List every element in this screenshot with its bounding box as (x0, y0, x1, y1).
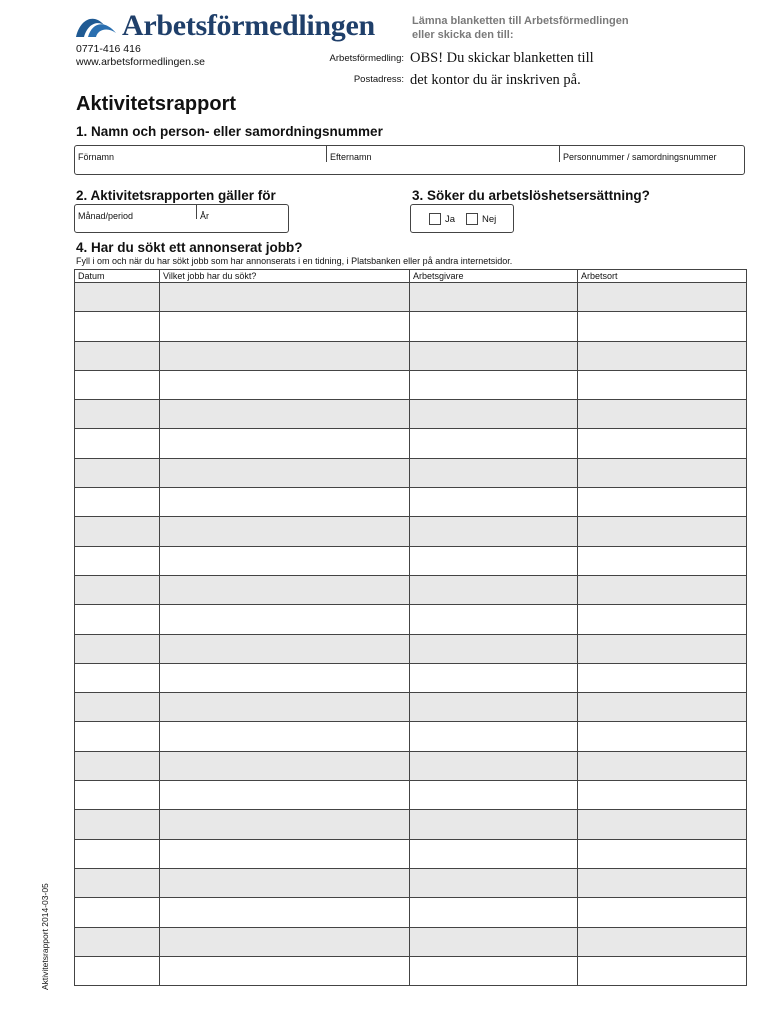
location-cell (578, 517, 747, 546)
employer-cell (410, 722, 578, 751)
phone-number: 0771-416 416 (76, 43, 141, 55)
job-cell (160, 488, 410, 517)
date-input[interactable] (75, 869, 159, 897)
employer-cell (410, 400, 578, 429)
location-input[interactable] (578, 459, 746, 487)
employer-cell (410, 488, 578, 517)
date-cell (75, 400, 160, 429)
label-postadress: Postadress: (353, 74, 404, 85)
table-row (75, 927, 747, 956)
date-input[interactable] (75, 283, 159, 311)
location-input[interactable] (578, 693, 746, 721)
location-input[interactable] (578, 752, 746, 780)
checkbox-ja[interactable] (429, 213, 455, 225)
date-cell (75, 751, 160, 780)
table-row (75, 400, 747, 429)
year-field[interactable] (197, 205, 287, 219)
job-input[interactable] (160, 400, 409, 428)
location-cell (578, 781, 747, 810)
location-cell (578, 722, 747, 751)
employer-input[interactable] (410, 693, 577, 721)
location-input[interactable] (578, 957, 746, 985)
first-name-label: Förnamn (78, 152, 115, 162)
table-row (75, 312, 747, 341)
location-cell (578, 605, 747, 634)
employer-input[interactable] (410, 517, 577, 545)
table-row (75, 429, 747, 458)
personal-number-field[interactable] (560, 146, 745, 162)
date-input[interactable] (75, 693, 159, 721)
location-input[interactable] (578, 283, 746, 311)
employer-input[interactable] (410, 869, 577, 897)
employer-cell (410, 810, 578, 839)
date-input[interactable] (75, 957, 159, 985)
job-cell (160, 839, 410, 868)
employer-input[interactable] (410, 429, 577, 457)
send-to-line1: Lämna blanketten till Arbetsförmedlingen (412, 15, 629, 27)
employer-cell (410, 663, 578, 692)
job-cell (160, 810, 410, 839)
checkbox-nej-label: Nej (482, 213, 497, 225)
checkbox-ja-square[interactable] (429, 213, 441, 225)
date-cell (75, 810, 160, 839)
employer-cell (410, 341, 578, 370)
table-row (75, 370, 747, 399)
job-input[interactable] (160, 312, 409, 340)
date-input[interactable] (75, 664, 159, 692)
employer-cell (410, 605, 578, 634)
employer-cell (410, 458, 578, 487)
date-input[interactable] (75, 898, 159, 926)
job-cell (160, 575, 410, 604)
employer-cell (410, 370, 578, 399)
job-input[interactable] (160, 928, 409, 956)
column-header-datum: Datum (75, 270, 160, 283)
date-cell (75, 956, 160, 985)
employer-cell (410, 839, 578, 868)
table-body (75, 283, 747, 986)
checkbox-ja-label: Ja (445, 213, 456, 225)
date-cell (75, 663, 160, 692)
employer-input[interactable] (410, 957, 577, 985)
last-name-label: Efternamn (330, 152, 372, 162)
location-input[interactable] (578, 635, 746, 663)
location-cell (578, 575, 747, 604)
date-cell (75, 283, 160, 312)
location-input[interactable] (578, 810, 746, 838)
job-cell (160, 605, 410, 634)
date-input[interactable] (75, 635, 159, 663)
employer-input[interactable] (410, 898, 577, 926)
job-cell (160, 341, 410, 370)
table-row (75, 839, 747, 868)
table-row (75, 283, 747, 312)
location-input[interactable] (578, 400, 746, 428)
period-box (74, 204, 289, 233)
date-input[interactable] (75, 488, 159, 516)
employer-cell (410, 868, 578, 897)
job-input[interactable] (160, 576, 409, 604)
location-input[interactable] (578, 517, 746, 545)
location-input[interactable] (578, 869, 746, 897)
date-cell (75, 429, 160, 458)
job-cell (160, 312, 410, 341)
location-cell (578, 751, 747, 780)
job-input[interactable] (160, 429, 409, 457)
location-cell (578, 312, 747, 341)
date-cell (75, 370, 160, 399)
employer-input[interactable] (410, 635, 577, 663)
location-input[interactable] (578, 371, 746, 399)
job-cell (160, 956, 410, 985)
unemployment-benefit-box (410, 204, 514, 233)
send-to-line2: eller skicka den till: (412, 29, 514, 41)
location-input[interactable] (578, 781, 746, 809)
job-cell (160, 781, 410, 810)
employer-cell (410, 312, 578, 341)
date-input[interactable] (75, 722, 159, 750)
date-input[interactable] (75, 547, 159, 575)
table-row (75, 546, 747, 575)
date-cell (75, 927, 160, 956)
job-input[interactable] (160, 635, 409, 663)
send-to-instructions (412, 14, 662, 42)
location-cell (578, 868, 747, 897)
table-row (75, 517, 747, 546)
date-input[interactable] (75, 840, 159, 868)
job-cell (160, 634, 410, 663)
employer-input[interactable] (410, 810, 577, 838)
year-label: År (200, 211, 209, 221)
date-input[interactable] (75, 371, 159, 399)
date-input[interactable] (75, 810, 159, 838)
form-version-text: Aktivitetsrapport 2014-03-05 (40, 883, 50, 990)
table-row (75, 341, 747, 370)
table-row (75, 810, 747, 839)
job-cell (160, 927, 410, 956)
location-input[interactable] (578, 576, 746, 604)
location-cell (578, 400, 747, 429)
job-cell (160, 546, 410, 575)
job-input[interactable] (160, 547, 409, 575)
location-cell (578, 341, 747, 370)
label-arbetsformedling: Arbetsförmedling: (329, 53, 404, 64)
name-box (74, 145, 745, 175)
employer-cell (410, 898, 578, 927)
employer-input[interactable] (410, 342, 577, 370)
location-cell (578, 283, 747, 312)
table-row (75, 605, 747, 634)
location-cell (578, 956, 747, 985)
employer-cell (410, 517, 578, 546)
table-row (75, 663, 747, 692)
table-row (75, 693, 747, 722)
employer-input[interactable] (410, 840, 577, 868)
job-input[interactable] (160, 810, 409, 838)
date-cell (75, 575, 160, 604)
location-input[interactable] (578, 898, 746, 926)
table-header-row (75, 270, 747, 283)
employer-cell (410, 283, 578, 312)
location-input[interactable] (578, 342, 746, 370)
section2-title: 2. Aktivitetsrapporten gäller för (76, 188, 276, 203)
employer-input[interactable] (410, 371, 577, 399)
date-input[interactable] (75, 517, 159, 545)
job-cell (160, 517, 410, 546)
employer-cell (410, 751, 578, 780)
date-input[interactable] (75, 605, 159, 633)
location-input[interactable] (578, 928, 746, 956)
section3-title: 3. Söker du arbetslöshetsersättning? (412, 188, 650, 203)
job-input[interactable] (160, 517, 409, 545)
job-cell (160, 458, 410, 487)
location-cell (578, 898, 747, 927)
section4-subtitle: Fyll i om och när du har sökt jobb som har annonserats i en tidning, i Platsbanken eller på andra internetsidor. (76, 256, 513, 266)
section4-title: 4. Har du sökt ett annonserat jobb? (76, 240, 303, 255)
table-row (75, 898, 747, 927)
date-cell (75, 693, 160, 722)
employer-input[interactable] (410, 928, 577, 956)
logo (74, 8, 375, 44)
arbetsformedlingen-logo-icon (74, 11, 118, 41)
date-cell (75, 898, 160, 927)
location-cell (578, 693, 747, 722)
table-row (75, 781, 747, 810)
employer-input[interactable] (410, 312, 577, 340)
date-input[interactable] (75, 342, 159, 370)
employer-cell (410, 575, 578, 604)
location-input[interactable] (578, 488, 746, 516)
page-title: Aktivitetsrapport (76, 93, 237, 115)
job-input[interactable] (160, 371, 409, 399)
date-cell (75, 546, 160, 575)
date-cell (75, 781, 160, 810)
job-cell (160, 898, 410, 927)
employer-cell (410, 693, 578, 722)
table-row (75, 575, 747, 604)
location-input[interactable] (578, 664, 746, 692)
date-cell (75, 312, 160, 341)
obs-line2: det kontor du är inskriven på. (410, 72, 581, 88)
location-cell (578, 663, 747, 692)
date-cell (75, 341, 160, 370)
job-input[interactable] (160, 283, 409, 311)
column-header-employer: Arbetsgivare (410, 270, 578, 283)
location-cell (578, 546, 747, 575)
employer-cell (410, 927, 578, 956)
date-input[interactable] (75, 312, 159, 340)
employer-cell (410, 956, 578, 985)
table-row (75, 458, 747, 487)
obs-line1: OBS! Du skickar blanketten till (410, 50, 594, 66)
employer-cell (410, 546, 578, 575)
first-name-field[interactable] (75, 146, 327, 162)
checkbox-nej-square[interactable] (466, 213, 478, 225)
location-input[interactable] (578, 722, 746, 750)
job-input[interactable] (160, 840, 409, 868)
job-cell (160, 751, 410, 780)
location-input[interactable] (578, 840, 746, 868)
employer-cell (410, 634, 578, 663)
job-cell (160, 283, 410, 312)
table-row (75, 634, 747, 663)
job-input[interactable] (160, 342, 409, 370)
job-input[interactable] (160, 869, 409, 897)
table-row (75, 488, 747, 517)
job-input[interactable] (160, 693, 409, 721)
employer-input[interactable] (410, 400, 577, 428)
employer-cell (410, 429, 578, 458)
date-input[interactable] (75, 928, 159, 956)
job-cell (160, 722, 410, 751)
job-input[interactable] (160, 781, 409, 809)
personal-number-label: Personnummer / samordningsnummer (563, 152, 717, 162)
employer-input[interactable] (410, 722, 577, 750)
location-cell (578, 488, 747, 517)
job-applications-table (74, 269, 747, 986)
location-cell (578, 839, 747, 868)
employer-cell (410, 781, 578, 810)
date-cell (75, 458, 160, 487)
job-input[interactable] (160, 605, 409, 633)
logo-text: Arbetsförmedlingen (122, 9, 375, 42)
job-input[interactable] (160, 459, 409, 487)
location-cell (578, 429, 747, 458)
date-input[interactable] (75, 400, 159, 428)
column-header-location: Arbetsort (578, 270, 747, 283)
date-input[interactable] (75, 576, 159, 604)
date-input[interactable] (75, 752, 159, 780)
date-cell (75, 605, 160, 634)
location-cell (578, 634, 747, 663)
location-input[interactable] (578, 547, 746, 575)
employer-input[interactable] (410, 488, 577, 516)
website: www.arbetsformedlingen.se (76, 56, 205, 68)
employer-input[interactable] (410, 781, 577, 809)
job-input[interactable] (160, 488, 409, 516)
month-period-field[interactable] (75, 205, 197, 219)
job-cell (160, 370, 410, 399)
job-input[interactable] (160, 664, 409, 692)
location-cell (578, 927, 747, 956)
checkbox-nej[interactable] (466, 213, 496, 225)
section1-title: 1. Namn och person- eller samordningsnummer (76, 124, 383, 139)
date-cell (75, 722, 160, 751)
location-input[interactable] (578, 312, 746, 340)
date-input[interactable] (75, 781, 159, 809)
date-cell (75, 868, 160, 897)
date-input[interactable] (75, 429, 159, 457)
date-input[interactable] (75, 459, 159, 487)
employer-input[interactable] (410, 283, 577, 311)
date-cell (75, 488, 160, 517)
table-row (75, 956, 747, 985)
location-input[interactable] (578, 429, 746, 457)
job-cell (160, 400, 410, 429)
date-cell (75, 839, 160, 868)
job-cell (160, 663, 410, 692)
employer-input[interactable] (410, 664, 577, 692)
job-input[interactable] (160, 722, 409, 750)
table-row (75, 751, 747, 780)
date-cell (75, 634, 160, 663)
job-cell (160, 868, 410, 897)
employer-input[interactable] (410, 752, 577, 780)
month-period-label: Månad/period (78, 211, 134, 221)
location-cell (578, 370, 747, 399)
employer-input[interactable] (410, 547, 577, 575)
location-input[interactable] (578, 605, 746, 633)
job-input[interactable] (160, 957, 409, 985)
location-cell (578, 458, 747, 487)
job-cell (160, 429, 410, 458)
date-cell (75, 517, 160, 546)
column-header-job: Vilket jobb har du sökt? (160, 270, 410, 283)
employer-input[interactable] (410, 605, 577, 633)
location-cell (578, 810, 747, 839)
table-row (75, 722, 747, 751)
job-cell (160, 693, 410, 722)
table-row (75, 868, 747, 897)
job-input[interactable] (160, 898, 409, 926)
last-name-field[interactable] (327, 146, 560, 162)
employer-input[interactable] (410, 459, 577, 487)
job-input[interactable] (160, 752, 409, 780)
employer-input[interactable] (410, 576, 577, 604)
